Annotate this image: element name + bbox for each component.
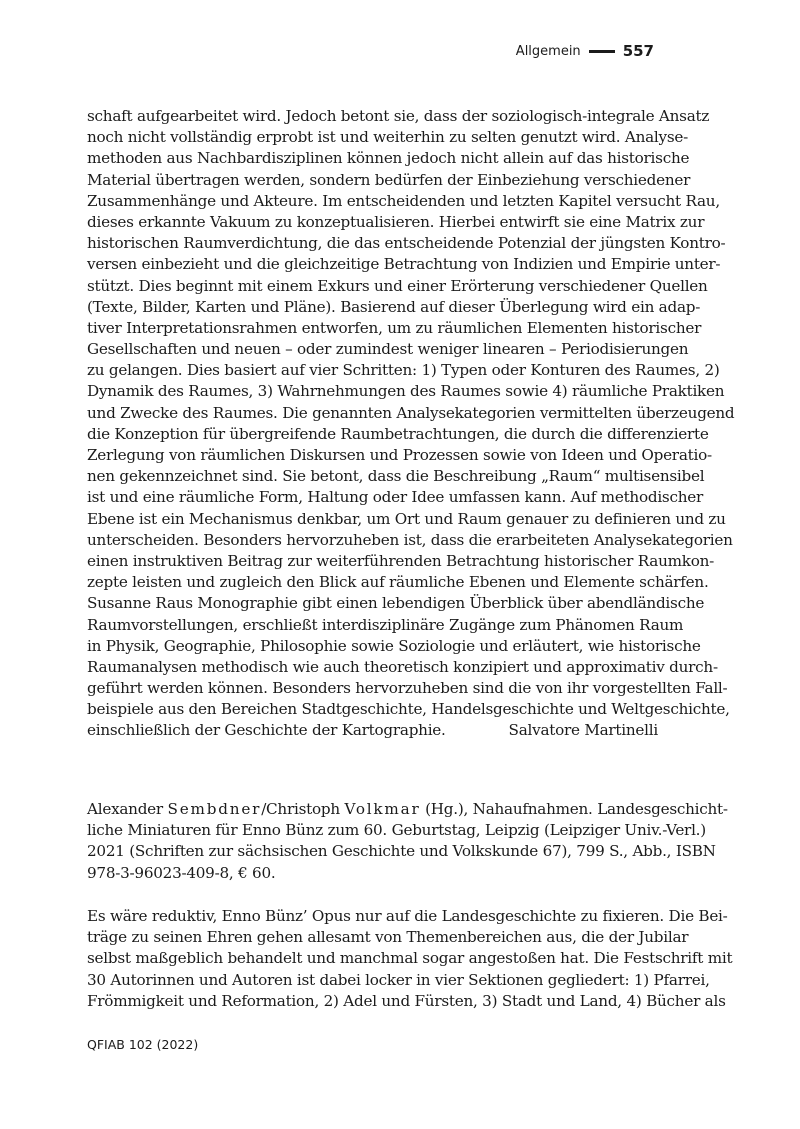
citation-line bbox=[87, 799, 728, 820]
text-line: versen einbezieht und die gleichzeitige Betrachtung von Indizien und Empirie unter- bbox=[87, 255, 721, 274]
running-head bbox=[516, 42, 654, 60]
text-line: noch nicht vollständig erprobt ist und weiterhin zu selten genutzt wird. Analyse- bbox=[87, 128, 689, 147]
citation-line: 978-3-96023-409-8, € 60. bbox=[87, 863, 276, 882]
journal-footer: QFIAB 102 (2022) bbox=[87, 1037, 199, 1052]
text-line: Dynamik des Raumes, 3) Wahrnehmungen des Raumes sowie 4) räumliche Praktiken bbox=[87, 382, 725, 401]
text-line: Susanne Raus Monographie gibt einen lebendigen Überblick über abendländische bbox=[87, 594, 705, 613]
text-line: dieses erkannte Vakuum zu konzeptualisieren. Hierbei entwirft sie eine Matrix zur bbox=[87, 212, 705, 231]
text-line: schaft aufgearbeitet wird. Jedoch betont sie, dass der soziologisch-integrale Ansatz bbox=[87, 107, 710, 125]
text-line: unterscheiden. Besonders hervorzuheben ist, dass die erarbeiteten Analysekategorien bbox=[87, 530, 733, 549]
book-citation bbox=[87, 799, 728, 884]
editor-last-name: Volkmar bbox=[344, 800, 421, 818]
citation-line: 2021 (Schriften zur sächsischen Geschichte und Volkskunde 67), 799 S., Abb., ISBN bbox=[87, 842, 716, 861]
text-line: zu gelangen. Dies basiert auf vier Schritten: 1) Typen oder Konturen des Raumes, 2) bbox=[87, 361, 720, 380]
text-line: träge zu seinen Ehren gehen allesamt von Themenbereichen aus, die der Jubilar bbox=[87, 928, 689, 947]
text-line: Gesellschaften und neuen – oder zumindest weniger linearen – Periodisierungen bbox=[87, 340, 689, 359]
text-line: Raumanalysen methodisch wie auch theoretisch konzipiert und approximativ durch- bbox=[87, 657, 718, 676]
text-line: zepte leisten und zugleich den Blick auf räumliche Ebenen und Elemente schärfen. bbox=[87, 573, 709, 592]
text-line: stützt. Dies beginnt mit einem Exkurs und einer Erörterung verschiedener Quellen bbox=[87, 276, 708, 295]
citation-title: (Hg.), Nahaufnahmen. Landesgeschicht- bbox=[420, 800, 728, 818]
text-line: Zerlegung von räumlichen Diskursen und Prozessen sowie von Ideen und Operatio- bbox=[87, 446, 712, 464]
text-line: die Konzeption für übergreifende Raumbetrachtungen, die durch die differenzierte bbox=[87, 424, 709, 443]
text-line: nen gekennzeichnet sind. Sie betont, dass die Beschreibung „Raum“ multisensibel bbox=[87, 467, 705, 486]
text-line: selbst maßgeblich behandelt und manchmal sogar angestoßen hat. Die Festschrift mit bbox=[87, 949, 733, 968]
text-line: beispiele aus den Bereichen Stadtgeschichte, Handelsgeschichte und Weltgeschichte, bbox=[87, 700, 730, 719]
header-rule bbox=[589, 50, 615, 53]
text-line: methoden aus Nachbardisziplinen können jedoch nicht allein auf das historische bbox=[87, 149, 690, 168]
text-line: Es wäre reduktiv, Enno Bünz’ Opus nur auf die Landesgeschichte zu fixieren. Die Bei- bbox=[87, 907, 728, 925]
review-paragraph-1 bbox=[87, 106, 735, 742]
page-number: 557 bbox=[622, 42, 654, 60]
citation-line: liche Miniaturen für Enno Bünz zum 60. Geburtstag, Leipzig (Leipziger Univ.-Verl.) bbox=[87, 821, 706, 840]
text-line bbox=[87, 720, 658, 741]
text-line: (Texte, Bilder, Karten und Pläne). Basierend auf dieser Überlegung wird ein adap- bbox=[87, 297, 701, 316]
reviewer-name: Salvatore Martinelli bbox=[508, 721, 658, 740]
text-line: 30 Autorinnen und Autoren ist dabei locker in vier Sektionen gegliedert: 1) Pfarrei, bbox=[87, 970, 710, 989]
text-line: Zusammenhänge und Akteure. Im entscheidenden und letzten Kapitel versucht Rau, bbox=[87, 191, 720, 210]
text-line: ist und eine räumliche Form, Haltung oder Idee umfassen kann. Auf methodischer bbox=[87, 488, 704, 507]
text-line: Material übertragen werden, sondern bedürfen der Einbeziehung verschiedener bbox=[87, 170, 691, 189]
text-line: Raumvorstellungen, erschließt interdisziplinäre Zugänge zum Phänomen Raum bbox=[87, 615, 684, 634]
text-line: einen instruktiven Beitrag zur weiterführenden Betrachtung historischer Raumkon- bbox=[87, 551, 715, 570]
closing-text: einschließlich der Geschichte der Kartographie. bbox=[87, 721, 446, 740]
text-line: Ebene ist ein Mechanismus denkbar, um Ort und Raum genauer zu definieren und zu bbox=[87, 509, 726, 528]
author-first-name: Alexander bbox=[87, 800, 168, 818]
text-line: in Physik, Geographie, Philosophie sowie Soziologie und erläutert, wie historische bbox=[87, 636, 701, 655]
author-last-name: Sembdner bbox=[167, 800, 262, 818]
text-line: historischen Raumverdichtung, die das entscheidende Potenzial der jüngsten Kontro- bbox=[87, 234, 726, 253]
text-line: und Zwecke des Raumes. Die genannten Analysekategorien vermittelten überzeugend bbox=[87, 403, 735, 422]
text-line: tiver Interpretationsrahmen entworfen, um zu räumlichen Elementen historischer bbox=[87, 318, 702, 337]
section-title: Allgemein bbox=[515, 43, 581, 59]
review-paragraph-2 bbox=[87, 906, 733, 1012]
text-line: geführt werden können. Besonders hervorzuheben sind die von ihr vorgestellten Fall- bbox=[87, 679, 728, 698]
author-separator: /Christoph bbox=[261, 800, 345, 818]
text-line: Frömmigkeit und Reformation, 2) Adel und Fürsten, 3) Stadt und Land, 4) Bücher als bbox=[87, 991, 726, 1010]
